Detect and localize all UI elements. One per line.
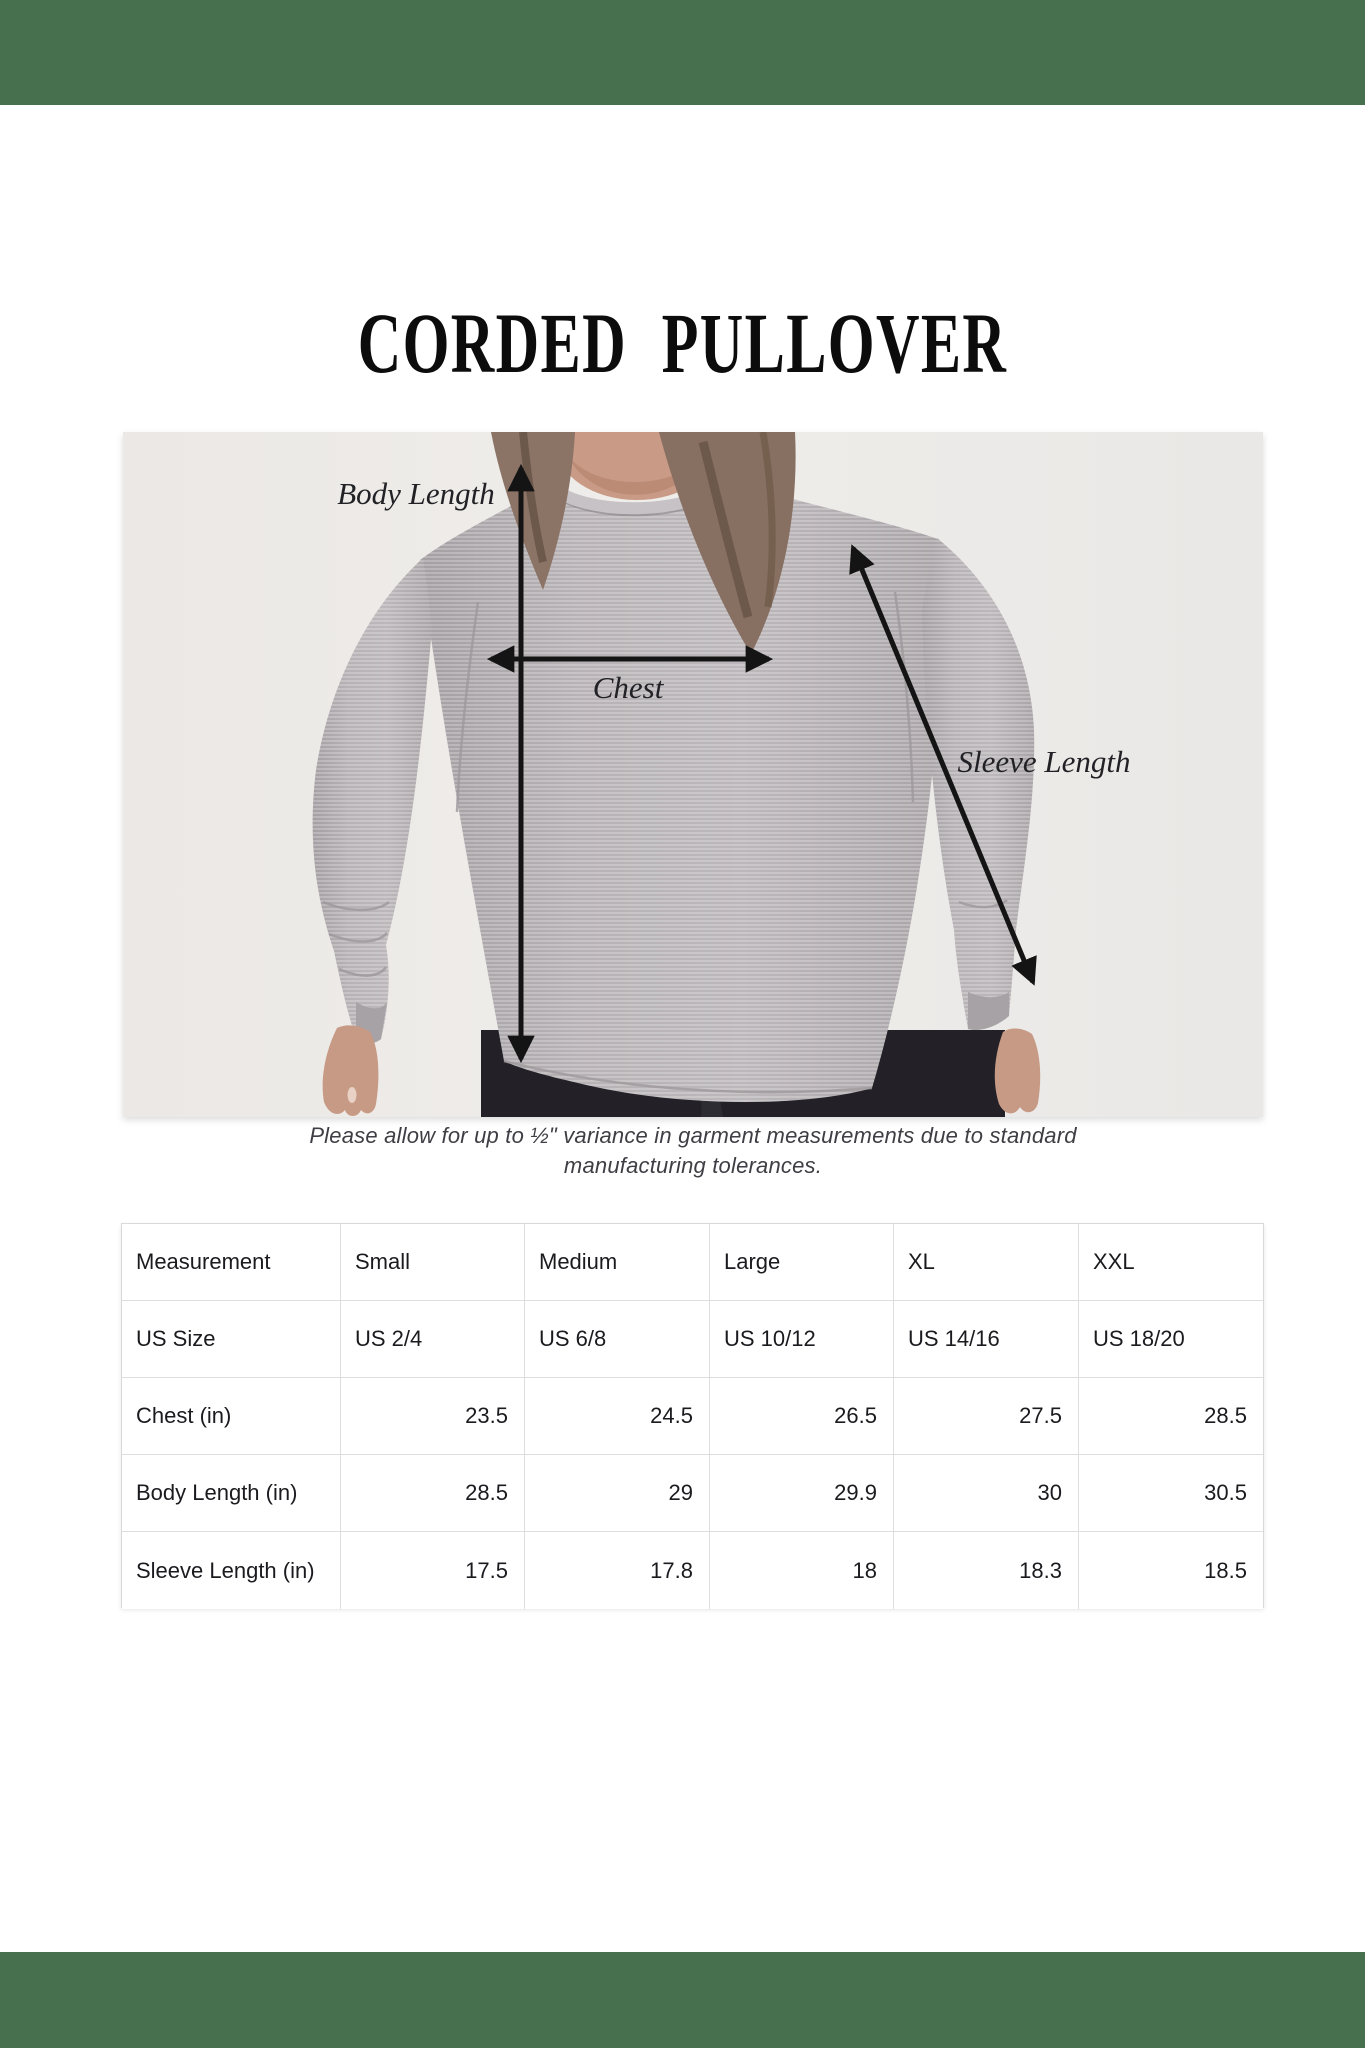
body-length-xxl: 30.5 xyxy=(1079,1455,1263,1532)
us-size-medium: US 6/8 xyxy=(525,1301,710,1378)
sleeve-length-small: 17.5 xyxy=(341,1532,525,1609)
body-length-large: 29.9 xyxy=(710,1455,894,1532)
disclaimer-line-2: manufacturing tolerances. xyxy=(563,1153,823,1178)
sleeve-length-large: 18 xyxy=(710,1532,894,1609)
body-length-label: Body Length xyxy=(337,476,495,511)
sleeve-length-xl: 18.3 xyxy=(894,1532,1079,1609)
table-header-large: Large xyxy=(710,1224,894,1301)
body-length-small: 28.5 xyxy=(341,1455,525,1532)
us-size-xxl: US 18/20 xyxy=(1079,1301,1263,1378)
size-diagram xyxy=(123,432,1263,1117)
table-header-xl: XL xyxy=(894,1224,1079,1301)
page-title: CORDED PULLOVER xyxy=(357,295,1008,391)
chest-label: Chest xyxy=(592,670,664,705)
body-length-medium: 29 xyxy=(525,1455,710,1532)
table-header-measurement: Measurement xyxy=(122,1224,341,1301)
body-length-xl: 30 xyxy=(894,1455,1079,1532)
bottom-green-bar xyxy=(0,1952,1365,2048)
table-header-small: Small xyxy=(341,1224,525,1301)
chest-xxl: 28.5 xyxy=(1079,1378,1263,1455)
disclaimer-line-1: Please allow for up to ½" variance in garment measurements due to standard xyxy=(309,1123,1077,1148)
sleeve-length-row-label: Sleeve Length (in) xyxy=(122,1532,341,1609)
us-size-xl: US 14/16 xyxy=(894,1301,1079,1378)
table-header-medium: Medium xyxy=(525,1224,710,1301)
chest-medium: 24.5 xyxy=(525,1378,710,1455)
sleeve-length-medium: 17.8 xyxy=(525,1532,710,1609)
table-header-xxl: XXL xyxy=(1079,1224,1263,1301)
size-diagram-illustration xyxy=(123,432,1263,1117)
disclaimer xyxy=(113,1121,1273,1181)
chest-large: 26.5 xyxy=(710,1378,894,1455)
us-size-row-label: US Size xyxy=(122,1301,341,1378)
chest-xl: 27.5 xyxy=(894,1378,1079,1455)
chest-row-label: Chest (in) xyxy=(122,1378,341,1455)
sleeve-length-label: Sleeve Length xyxy=(957,744,1131,779)
top-green-bar xyxy=(0,0,1365,105)
body-length-row-label: Body Length (in) xyxy=(122,1455,341,1532)
chest-small: 23.5 xyxy=(341,1378,525,1455)
us-size-small: US 2/4 xyxy=(341,1301,525,1378)
us-size-large: US 10/12 xyxy=(710,1301,894,1378)
sleeve-length-xxl: 18.5 xyxy=(1079,1532,1263,1609)
size-table xyxy=(121,1223,1264,1608)
